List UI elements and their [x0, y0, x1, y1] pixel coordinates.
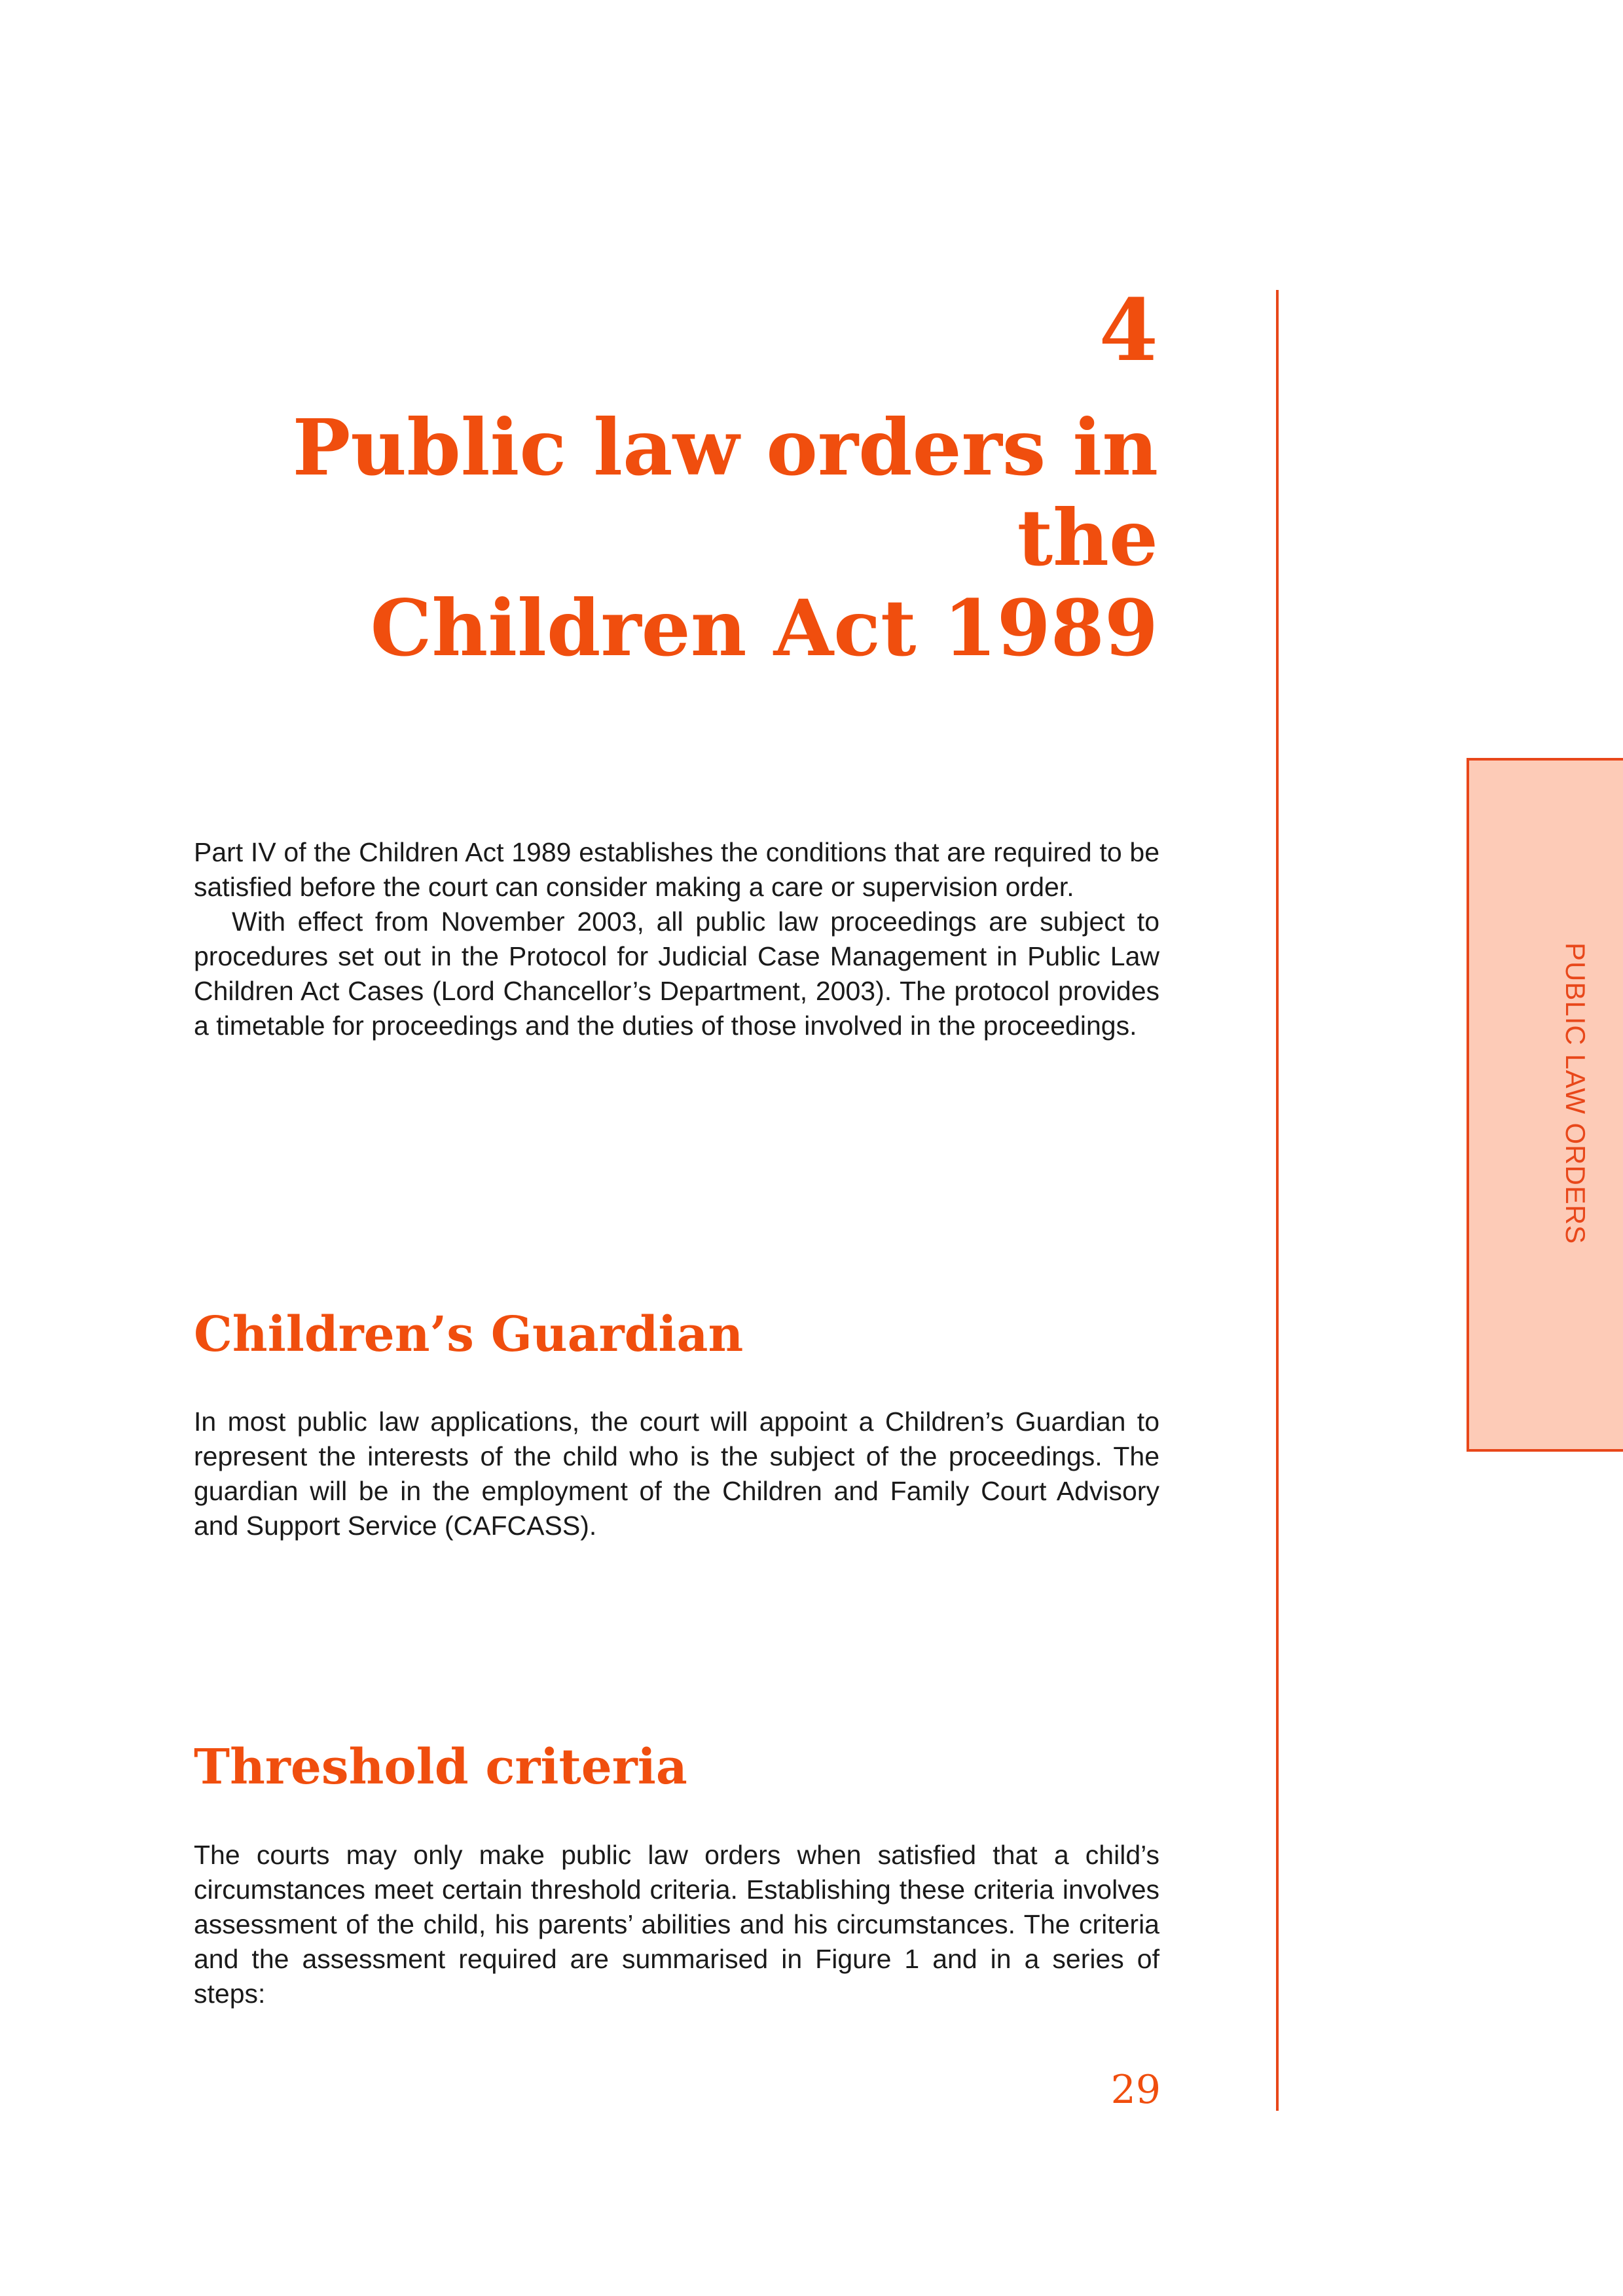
guardian-paragraph: In most public law applications, the court will appoint a Children’s Guardian to represent the interests of the child who is the subject of the proceedings. The guardian will be in the employment of the Children and Family Court Advisory and Support Service (CAFCASS).	[194, 1407, 1159, 1541]
chapter-title	[176, 403, 1158, 673]
intro-paragraph-1: Part IV of the Children Act 1989 establishes the conditions that are required to be satisfied before the court can consider making a care or supervision order.	[194, 837, 1159, 902]
side-tab-label: PUBLIC LAW ORDERS	[1560, 942, 1591, 1245]
guardian-text	[194, 1405, 1159, 1543]
intro-text	[194, 835, 1159, 1043]
page-number: 29	[1110, 2067, 1161, 2113]
chapter-title-line-1: Public law orders in the	[292, 402, 1158, 583]
section-heading-threshold: Threshold criteria	[194, 1739, 687, 1795]
chapter-number: 4	[1099, 280, 1158, 380]
threshold-paragraph: The courts may only make public law orders when satisfied that a child’s circumstances meet certain threshold criteria. Establishing these criteria involves assessment of the child, his parents’ abilities and his circumstances. The criteria and the assessment required are summarised in Figure 1 and in a series of steps:	[194, 1840, 1159, 2009]
intro-paragraph-2: With effect from November 2003, all public law proceedings are subject to procedures set out in the Protocol for Judicial Case Management in Public Law Children Act Cases (Lord Chancellor’s Department, 2003). The protocol provides a timetable for proceedings and the duties of those involved in the proceedings.	[194, 906, 1159, 1041]
margin-rule	[1276, 290, 1279, 2111]
chapter-title-line-2: Children Act 1989	[370, 583, 1158, 673]
section-heading-guardian: Children’s Guardian	[194, 1306, 744, 1363]
threshold-text	[194, 1838, 1159, 2011]
